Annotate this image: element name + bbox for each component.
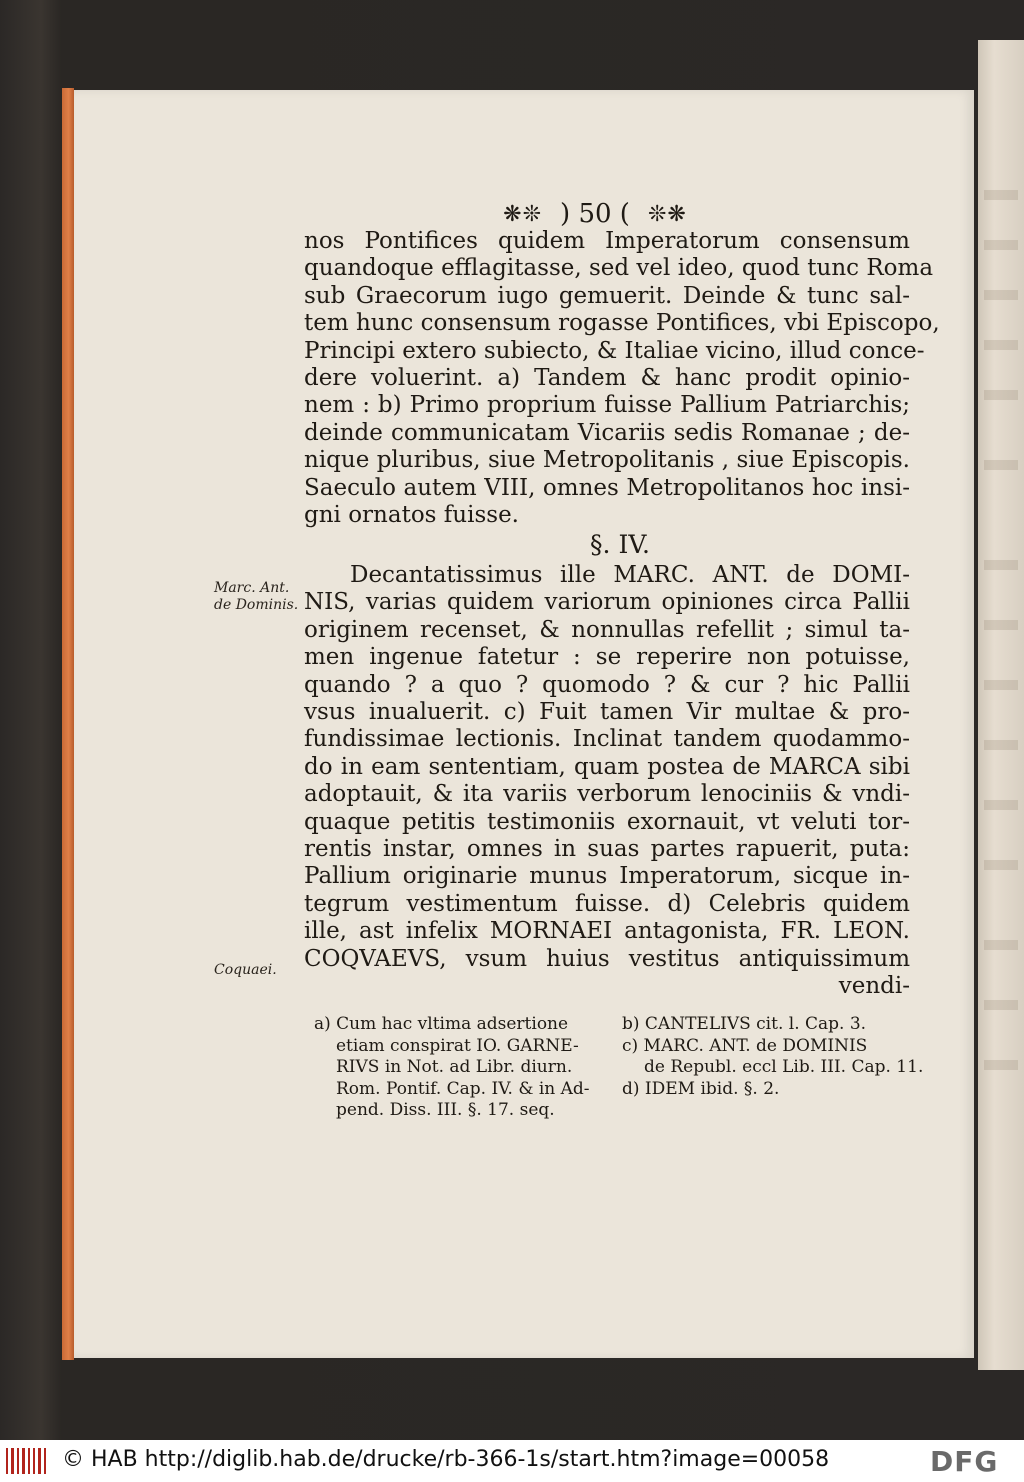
text-line: nem : b) Primo proprium fuisse Pallium Patriarchis; bbox=[304, 392, 910, 419]
footnotes-right bbox=[622, 1014, 923, 1100]
footnote-line: d) IDEM ibid. §. 2. bbox=[622, 1078, 780, 1099]
text-line: nique pluribus, siue Metropolitanis , siue Episcopis. bbox=[304, 447, 910, 474]
text-line: tegrum vestimentum fuisse. d) Celebris quidem bbox=[304, 890, 910, 917]
footnote-line: de Republ. eccl Lib. III. Cap. 11. bbox=[644, 1057, 924, 1077]
text-line: tem hunc consensum rogasse Pontifices, vbi Episcopo, bbox=[304, 310, 940, 337]
text-line: NIS, varias quidem variorum opiniones circa Pallii bbox=[304, 589, 910, 616]
text-line: quando ? a quo ? quomodo ? & cur ? hic Pallii bbox=[304, 671, 910, 698]
adjacent-page-edge bbox=[978, 40, 1024, 1370]
paragraph-1 bbox=[304, 228, 940, 529]
marginal-note-coquaei: Coquaei. bbox=[214, 962, 277, 978]
text-line: rentis instar, omnes in suas partes rapuerit, puta: bbox=[304, 836, 910, 863]
text-line: ille, ast infelix MORNAEI antagonista, FR. LEON. bbox=[304, 918, 910, 945]
page-gilt-edge bbox=[62, 88, 74, 1360]
section-heading: §. IV. bbox=[590, 530, 650, 559]
footnote-line: RIVS in Not. ad Libr. diurn. bbox=[336, 1057, 573, 1077]
text-line: do in eam sententiam, quam postea de MARCA sibi bbox=[304, 753, 910, 780]
text-line: sub Graecorum iugo gemuerit. Deinde & tunc sal- bbox=[304, 282, 910, 309]
catchword: vendi- bbox=[838, 973, 910, 1000]
marginal-note-line: de Dominis. bbox=[214, 597, 299, 613]
dfg-logo: DFG bbox=[930, 1445, 999, 1478]
text-line: Decantatissimus ille MARC. ANT. de DOMI- bbox=[350, 562, 910, 588]
footnote-line: c) MARC. ANT. de DOMINIS bbox=[622, 1035, 868, 1056]
text-line: vsus inualuerit. c) Fuit tamen Vir multae & pro- bbox=[304, 699, 910, 726]
text-line: men ingenue fatetur : se reperire non potuisse, bbox=[304, 644, 910, 671]
header-ornament-left: ❋❊ bbox=[503, 201, 543, 227]
text-line: nos Pontifices quidem Imperatorum consensum bbox=[304, 228, 910, 254]
footnote-line: b) CANTELIVS cit. l. Cap. 3. bbox=[622, 1014, 867, 1034]
text-line: Pallium originarie munus Imperatorum, sicque in- bbox=[304, 863, 910, 890]
hab-logo-icon bbox=[6, 1448, 46, 1474]
footnote-line: a) Cum hac vltima adsertione bbox=[314, 1014, 569, 1034]
footnote-line: etiam conspirat IO. GARNE- bbox=[336, 1035, 579, 1056]
paragraph-2 bbox=[304, 562, 910, 1001]
footnote-line: Rom. Pontif. Cap. IV. & in Ad- bbox=[336, 1078, 590, 1099]
text-line: quandoque efflagitasse, sed vel ideo, quod tunc Roma bbox=[304, 255, 934, 282]
marginal-note-line: Marc. Ant. bbox=[214, 580, 290, 596]
text-line: Saeculo autem VIII, omnes Metropolitanos hoc insi- bbox=[304, 474, 910, 501]
running-header bbox=[480, 196, 710, 232]
text-line: quaque petitis testimoniis exornauit, vt veluti tor- bbox=[304, 808, 910, 835]
text-line: COQVAEVS, vsum huius vestitus antiquissimum bbox=[304, 945, 910, 972]
marginal-note-dominis bbox=[214, 580, 298, 614]
text-line: fundissimae lectionis. Inclinat tandem quodammo- bbox=[304, 726, 910, 753]
text-line: Principi extero subiecto, & Italiae vicino, illud conce- bbox=[304, 337, 925, 364]
text-line: deinde communicatam Vicariis sedis Romanae ; de- bbox=[304, 419, 910, 446]
footnote-line: pend. Diss. III. §. 17. seq. bbox=[336, 1100, 555, 1120]
footer-bar bbox=[0, 1440, 1024, 1482]
footer-url[interactable]: © HAB http://diglib.hab.de/drucke/rb-366-1s/start.htm?image=00058 bbox=[62, 1447, 830, 1472]
page-number: ) 50 ( bbox=[560, 199, 630, 229]
text-line: dere voluerint. a) Tandem & hanc prodit opinio- bbox=[304, 365, 910, 392]
text-line: gni ornatos fuisse. bbox=[304, 502, 519, 529]
text-line: adoptauit, & ita variis verborum lenociniis & vndi- bbox=[304, 781, 910, 808]
text-line: originem recenset, & nonnullas refellit ; simul ta- bbox=[304, 616, 910, 643]
footnotes-left bbox=[314, 1014, 590, 1122]
header-ornament-right: ❊❋ bbox=[647, 201, 687, 227]
